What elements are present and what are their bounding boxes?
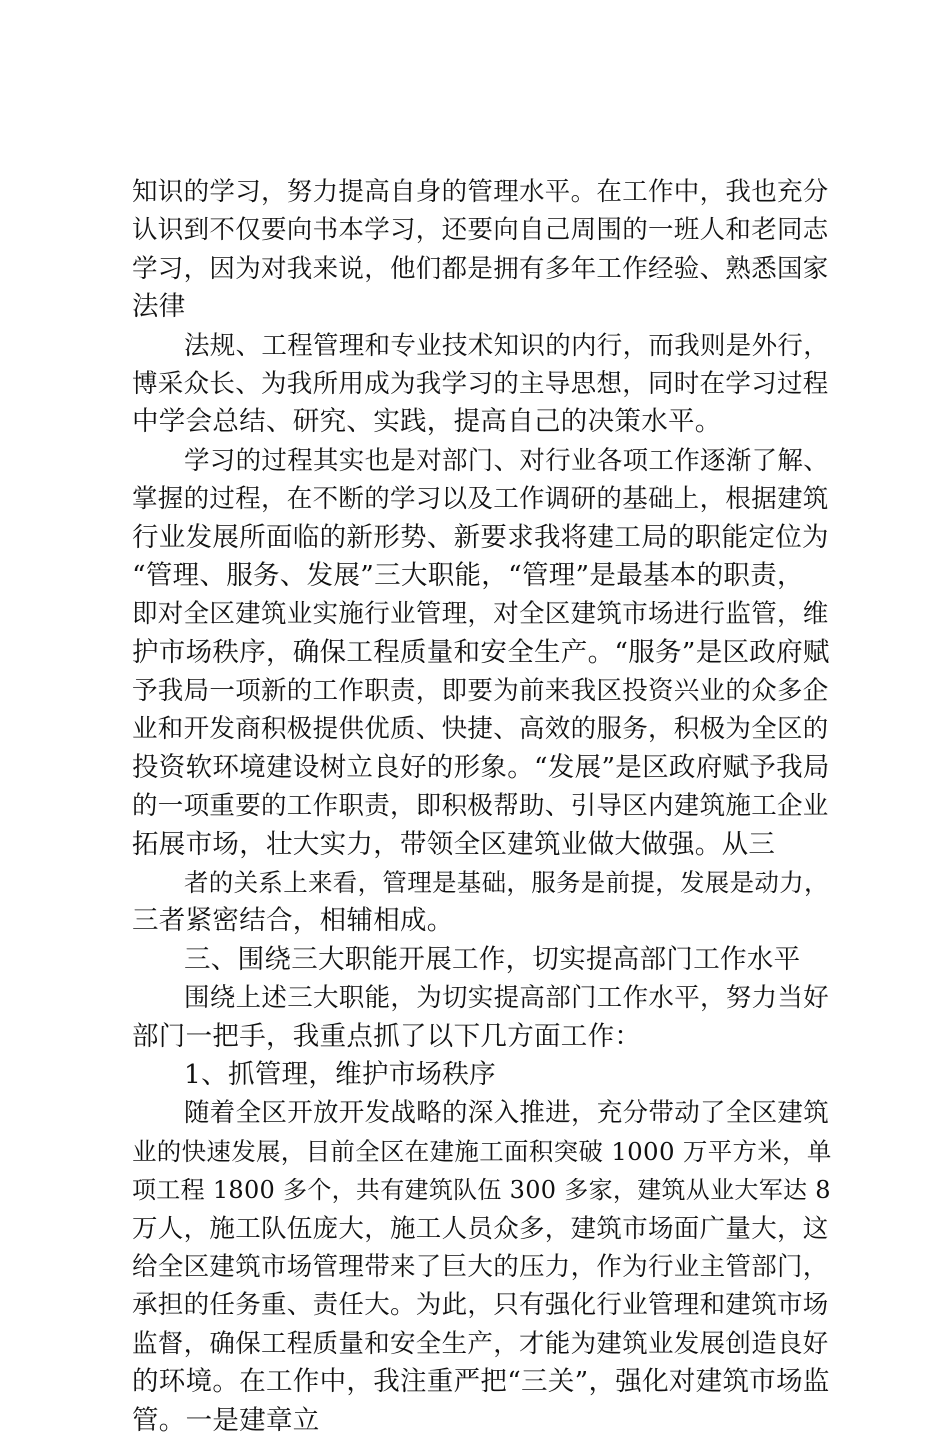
text-line: 给全区建筑市场管理带来了巨大的压力，作为行业主管部门， <box>132 1251 829 1282</box>
text-line: 管。一是建章立 <box>132 1404 320 1436</box>
text-line: 法律 <box>132 291 186 323</box>
text-line: 中学会总结、研究、实践，提高自己的决策水平。 <box>132 406 722 438</box>
text-line: 予我局一项新的工作职责，即要为前来我区投资兴业的众多企 <box>132 676 829 707</box>
text-line: 三、围绕三大职能开展工作，切实提高部门工作水平 <box>184 943 801 975</box>
text-line: 业和开发商积极提供优质、快捷、高效的服务，积极为全区的 <box>132 714 829 745</box>
text-line: 的环境。在工作中，我注重严把“三关”，强化对建筑市场监 <box>132 1366 830 1398</box>
text-line: 护市场秩序，确保工程质量和安全生产。“服务”是区政府赋 <box>132 636 830 668</box>
text-line: 博采众长、为我所用成为我学习的主导思想，同时在学习过程 <box>132 368 829 399</box>
text-line: 学习，因为对我来说，他们都是拥有多年工作经验、熟悉国家 <box>132 253 829 284</box>
text-line: 知识的学习，努力提高自身的管理水平。在工作中，我也充分 <box>132 177 829 207</box>
text-line: 者的关系上来看，管理是基础，服务是前提，发展是动力， <box>184 868 829 898</box>
text-line: 万人，施工队伍庞大，施工人员众多，建筑市场面广量大，这 <box>132 1213 829 1244</box>
text-line: 即对全区建筑业实施行业管理，对全区建筑市场进行监管，维 <box>132 599 829 630</box>
text-line: 的一项重要的工作职责，即积极帮助、引导区内建筑施工企业 <box>132 791 829 822</box>
text-line: 随着全区开放开发战略的深入推进，充分带动了全区建筑 <box>184 1098 830 1129</box>
text-line: 业的快速发展，目前全区在建施工面积突破 1000 万平方米，单 <box>132 1136 832 1166</box>
text-line: 学习的过程其实也是对部门、对行业各项工作逐渐了解、 <box>184 445 830 476</box>
text-line: 认识到不仅要向书本学习，还要向自己周围的一班人和老同志 <box>132 215 829 246</box>
text-line: 1、抓管理，维护市场秩序 <box>184 1058 496 1090</box>
text-line: 部门一把手，我重点抓了以下几方面工作： <box>132 1020 642 1052</box>
document-body <box>132 173 838 1440</box>
text-line: 法规、工程管理和专业技术知识的内行，而我则是外行， <box>184 330 830 361</box>
text-line: 监督，确保工程质量和安全生产，才能为建筑业发展创造良好 <box>132 1328 829 1359</box>
text-line: 围绕上述三大职能，为切实提高部门工作水平，努力当好 <box>184 983 830 1014</box>
text-line: 掌握的过程，在不断的学习以及工作调研的基础上，根据建筑 <box>132 484 829 515</box>
text-line: 三者紧密结合，相辅相成。 <box>132 905 454 937</box>
text-line: 项工程 1800 多个，共有建筑队伍 300 多家，建筑从业大军达 8 <box>132 1176 831 1205</box>
text-line: 拓展市场，壮大实力，带领全区建筑业做大做强。从三 <box>132 828 776 860</box>
text-line: 承担的任务重、责任大。为此，只有强化行业管理和建筑市场 <box>132 1290 829 1321</box>
text-line: 投资软环境建设树立良好的形象。“发展”是区政府赋予我局 <box>132 751 830 783</box>
text-line: 行业发展所面临的新形势、新要求我将建工局的职能定位为 <box>132 521 829 553</box>
text-line: “管理、服务、发展”三大职能，“管理”是最基本的职责， <box>132 559 804 591</box>
